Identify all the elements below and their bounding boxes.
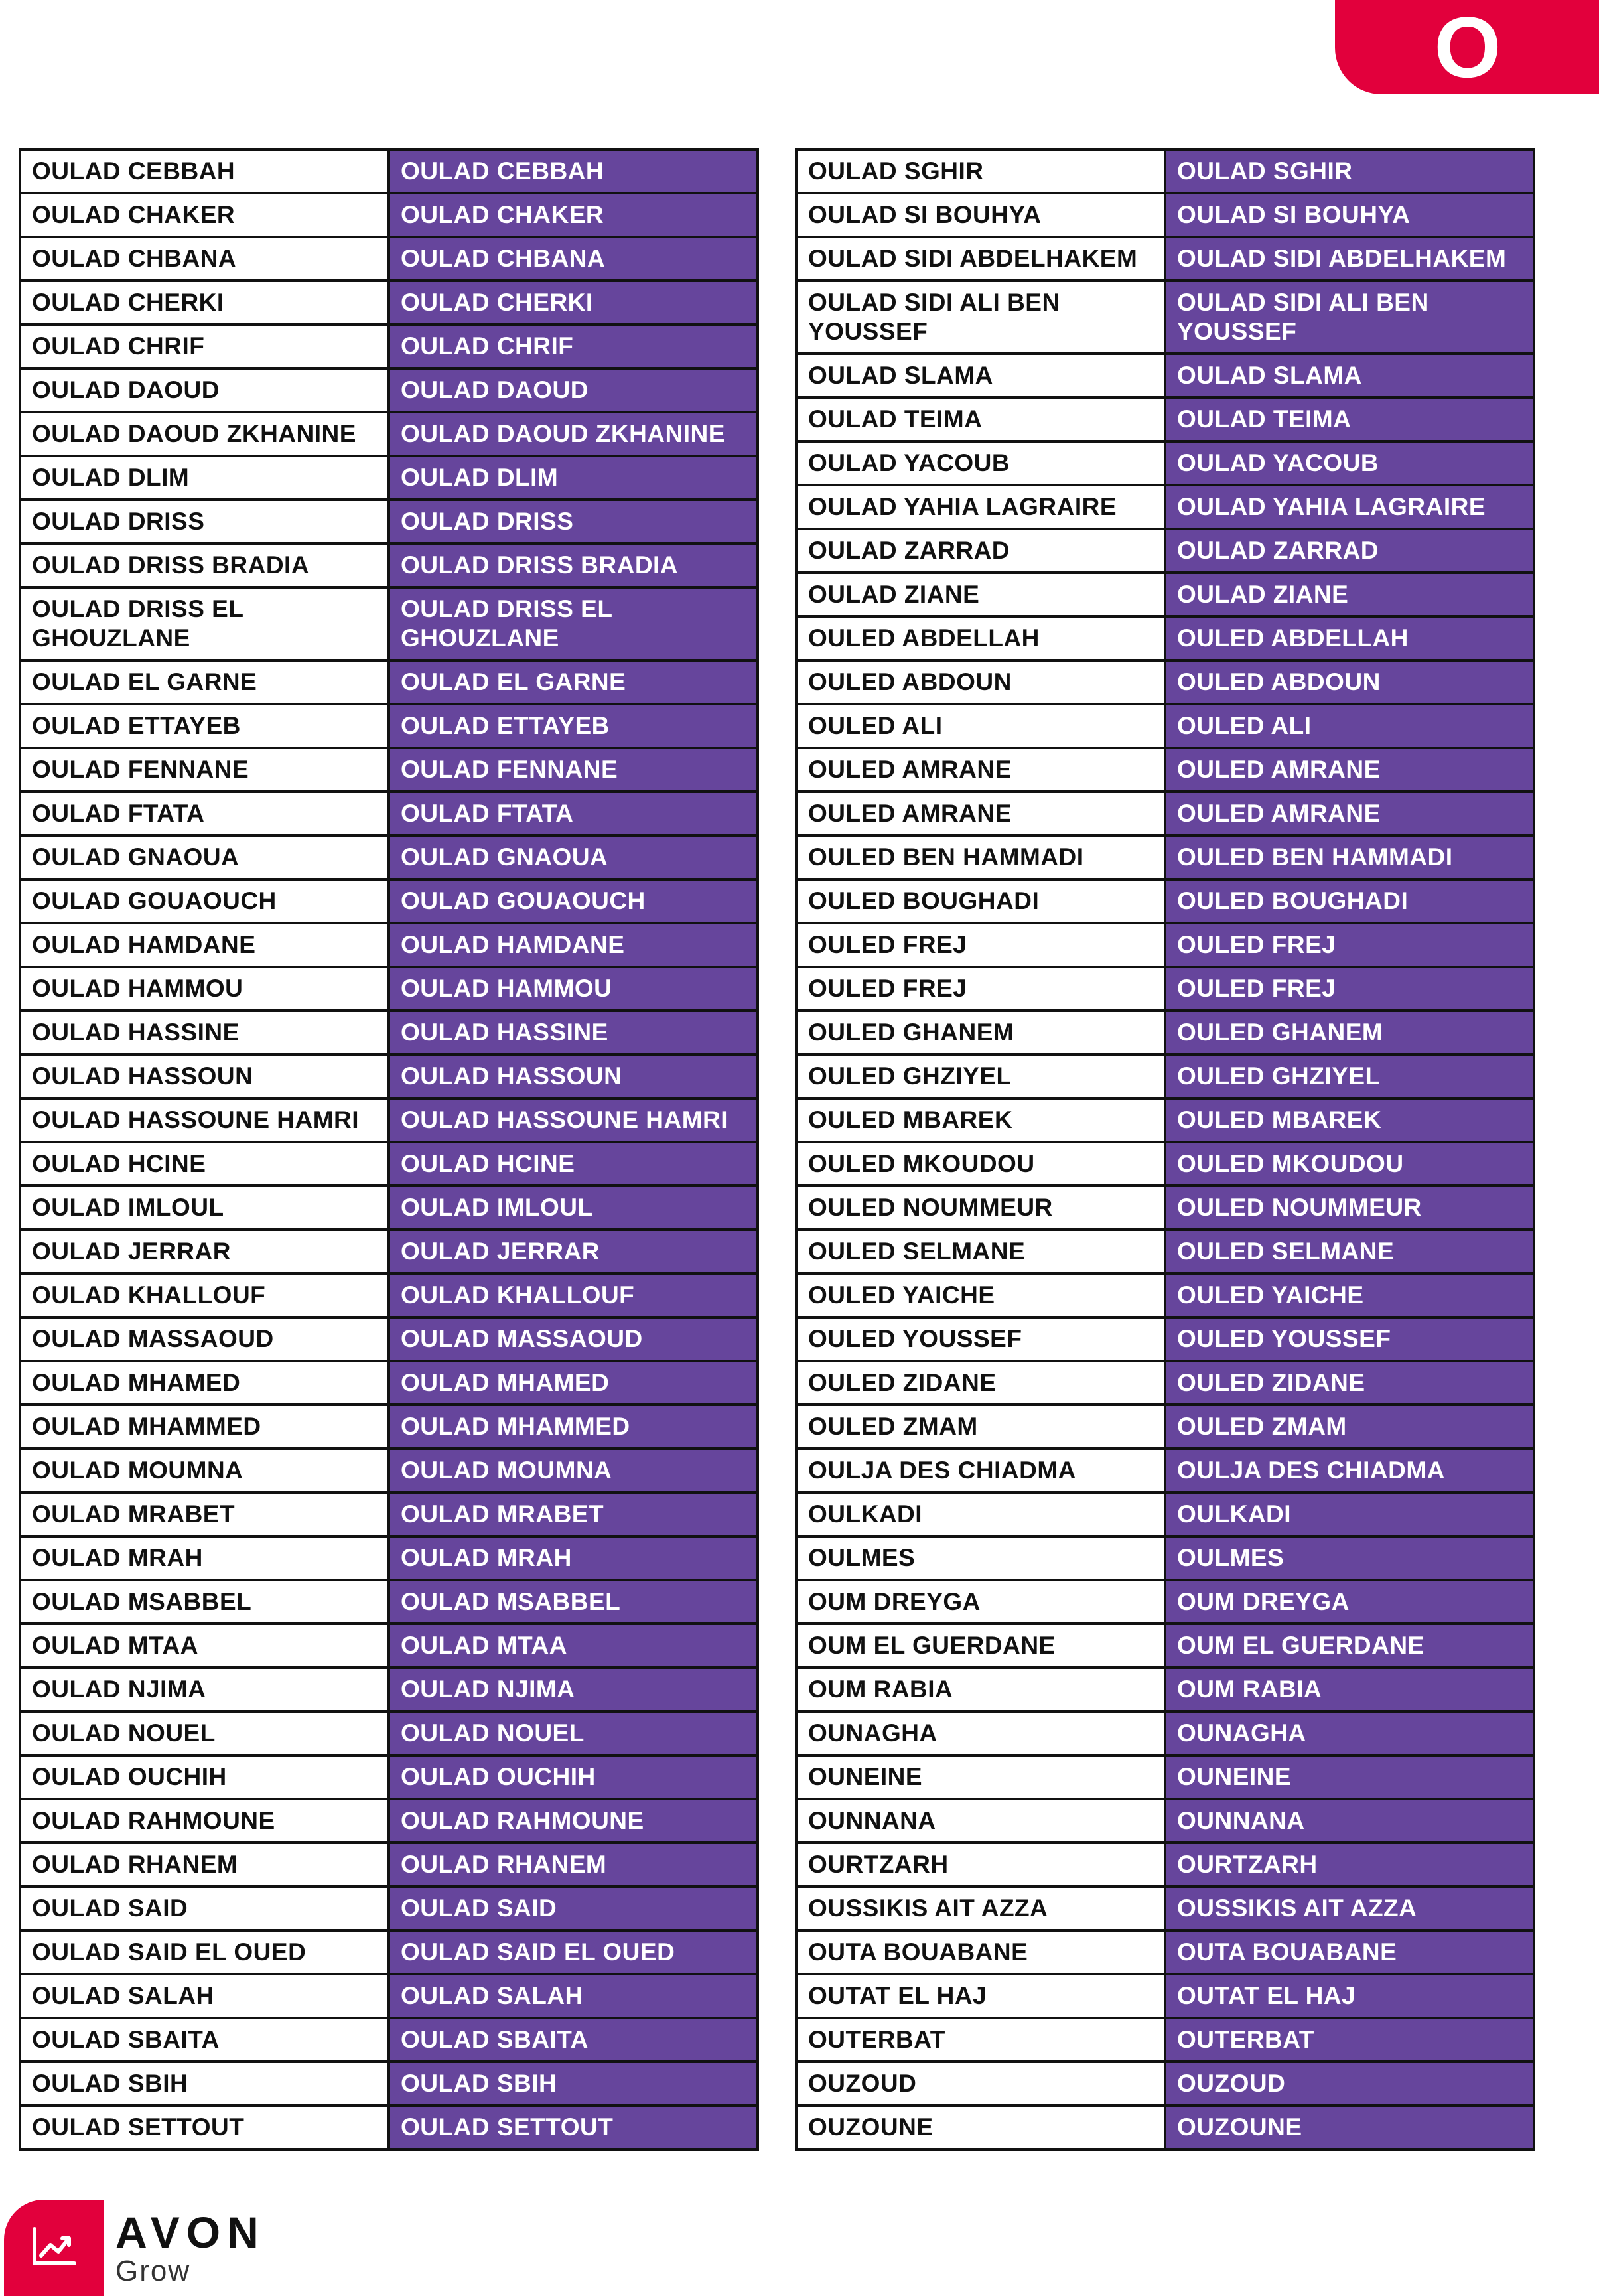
table-row [796, 1230, 1534, 1273]
city-name-cell: OULAD SAID EL OUED [20, 1930, 389, 1974]
city-name-cell: OULAD OUCHIH [20, 1755, 389, 1799]
city-name-highlight-cell: OULAD MTAA [389, 1624, 758, 1668]
table-row [796, 704, 1534, 748]
table-row [796, 792, 1534, 835]
table-row [796, 1843, 1534, 1887]
city-name-cell: OULKADI [796, 1492, 1165, 1536]
city-table-right [795, 148, 1535, 2151]
city-name-cell: OULED ABDELLAH [796, 616, 1165, 660]
city-name-cell: OUSSIKIS AIT AZZA [796, 1887, 1165, 1930]
city-name-cell: OULAD TEIMA [796, 397, 1165, 441]
section-letter-tab [1335, 0, 1599, 94]
city-name-highlight-cell: OULAD JERRAR [389, 1230, 758, 1273]
city-name-highlight-cell: OULAD HAMDANE [389, 923, 758, 967]
table-row [20, 587, 758, 660]
table-row [20, 1974, 758, 2018]
city-name-highlight-cell: OULAD MOUMNA [389, 1449, 758, 1492]
section-letter: O [1434, 0, 1501, 96]
city-name-cell: OULAD MRAH [20, 1536, 389, 1580]
table-row [20, 1317, 758, 1361]
city-name-highlight-cell: OULAD GNAOUA [389, 835, 758, 879]
city-name-highlight-cell: OUZOUD [1165, 2062, 1534, 2106]
city-name-cell: OULJA DES CHIADMA [796, 1449, 1165, 1492]
table-row [796, 354, 1534, 397]
city-name-highlight-cell: OURTZARH [1165, 1843, 1534, 1887]
city-name-highlight-cell: OUM RABIA [1165, 1668, 1534, 1711]
table-row [796, 660, 1534, 704]
table-row [20, 1098, 758, 1142]
city-name-highlight-cell: OULAD DRISS EL GHOUZLANE [389, 587, 758, 660]
city-name-highlight-cell: OULAD ZARRAD [1165, 529, 1534, 573]
table-row [20, 193, 758, 237]
city-name-cell: OULAD DRISS EL GHOUZLANE [20, 587, 389, 660]
table-row [20, 704, 758, 748]
city-name-cell: OULAD NJIMA [20, 1668, 389, 1711]
city-name-cell: OULED NOUMMEUR [796, 1186, 1165, 1230]
city-name-cell: OULAD MRABET [20, 1492, 389, 1536]
city-name-highlight-cell: OULAD DAOUD ZKHANINE [389, 412, 758, 456]
city-name-cell: OULAD ZIANE [796, 573, 1165, 616]
city-name-cell: OULAD HASSINE [20, 1011, 389, 1054]
city-name-highlight-cell: OULAD YACOUB [1165, 441, 1534, 485]
city-name-cell: OULAD SETTOUT [20, 2106, 389, 2149]
city-name-cell: OULAD MSABBEL [20, 1580, 389, 1624]
city-name-highlight-cell: OULAD TEIMA [1165, 397, 1534, 441]
city-name-cell: OULAD EL GARNE [20, 660, 389, 704]
city-name-cell: OULAD KHALLOUF [20, 1273, 389, 1317]
table-row [796, 2062, 1534, 2106]
table-row [20, 281, 758, 324]
city-name-cell: OULED FREJ [796, 967, 1165, 1011]
city-name-highlight-cell: OULAD ZIANE [1165, 573, 1534, 616]
city-name-cell: OULAD CHERKI [20, 281, 389, 324]
city-name-cell: OULAD DRISS BRADIA [20, 543, 389, 587]
city-name-cell: OUZOUD [796, 2062, 1165, 2106]
table-row [796, 1317, 1534, 1361]
city-name-cell: OULAD HASSOUN [20, 1054, 389, 1098]
table-row [20, 1011, 758, 1054]
city-name-cell: OULAD SLAMA [796, 354, 1165, 397]
city-name-highlight-cell: OULAD IMLOUL [389, 1186, 758, 1230]
table-row [20, 1273, 758, 1317]
city-name-highlight-cell: OUM EL GUERDANE [1165, 1624, 1534, 1668]
city-name-highlight-cell: OULED ABDOUN [1165, 660, 1534, 704]
city-name-highlight-cell: OULED AMRANE [1165, 748, 1534, 792]
city-name-cell: OULAD HAMMOU [20, 967, 389, 1011]
table-row [20, 1054, 758, 1098]
table-row [20, 324, 758, 368]
city-name-cell: OULAD RAHMOUNE [20, 1799, 389, 1843]
city-name-cell: OULAD JERRAR [20, 1230, 389, 1273]
city-name-highlight-cell: OULAD SAID [389, 1887, 758, 1930]
city-name-highlight-cell: OULED MKOUDOU [1165, 1142, 1534, 1186]
table-row [796, 1624, 1534, 1668]
city-name-cell: OULAD SALAH [20, 1974, 389, 2018]
city-name-highlight-cell: OULED YAICHE [1165, 1273, 1534, 1317]
table-row [796, 748, 1534, 792]
city-name-cell: OURTZARH [796, 1843, 1165, 1887]
city-name-highlight-cell: OULAD SBAITA [389, 2018, 758, 2062]
city-name-highlight-cell: OULED AMRANE [1165, 792, 1534, 835]
table-row [20, 412, 758, 456]
table-row [20, 456, 758, 500]
table-row [796, 237, 1534, 281]
table-row [20, 500, 758, 543]
table-row [796, 616, 1534, 660]
city-name-cell: OULAD SBIH [20, 2062, 389, 2106]
table-row [796, 281, 1534, 354]
city-table-left [19, 148, 759, 2151]
city-name-highlight-cell: OUZOUNE [1165, 2106, 1534, 2149]
table-row [20, 1930, 758, 1974]
city-name-cell: OUTAT EL HAJ [796, 1974, 1165, 2018]
brand-sub: Grow [115, 2255, 191, 2287]
city-name-highlight-cell: OULJA DES CHIADMA [1165, 1449, 1534, 1492]
city-name-highlight-cell: OULAD MRAH [389, 1536, 758, 1580]
city-name-highlight-cell: OULAD DRISS BRADIA [389, 543, 758, 587]
city-name-highlight-cell: OULAD CHAKER [389, 193, 758, 237]
table-row [796, 193, 1534, 237]
city-name-cell: OUZOUNE [796, 2106, 1165, 2149]
city-name-cell: OUM EL GUERDANE [796, 1624, 1165, 1668]
city-name-cell: OULAD SGHIR [796, 149, 1165, 193]
city-name-highlight-cell: OUM DREYGA [1165, 1580, 1534, 1624]
city-name-highlight-cell: OULAD SGHIR [1165, 149, 1534, 193]
table-row [796, 2018, 1534, 2062]
city-name-cell: OULAD SBAITA [20, 2018, 389, 2062]
city-name-highlight-cell: OULAD MASSAOUD [389, 1317, 758, 1361]
table-row [796, 397, 1534, 441]
table-row [796, 573, 1534, 616]
table-row [20, 149, 758, 193]
table-row [796, 1142, 1534, 1186]
city-name-highlight-cell: OULED ALI [1165, 704, 1534, 748]
city-name-cell: OULED FREJ [796, 923, 1165, 967]
city-name-highlight-cell: OULAD HASSINE [389, 1011, 758, 1054]
table-row [20, 1186, 758, 1230]
city-name-cell: OULAD NOUEL [20, 1711, 389, 1755]
table-row [796, 1799, 1534, 1843]
city-name-highlight-cell: OULED SELMANE [1165, 1230, 1534, 1273]
table-row [20, 1711, 758, 1755]
table-row [796, 1974, 1534, 2018]
city-name-highlight-cell: OULAD NJIMA [389, 1668, 758, 1711]
city-name-highlight-cell: OULKADI [1165, 1492, 1534, 1536]
table-row [796, 967, 1534, 1011]
city-name-cell: OULAD DAOUD [20, 368, 389, 412]
city-name-cell: OULED AMRANE [796, 748, 1165, 792]
brand-name: AVON [115, 2208, 265, 2257]
city-name-cell: OULAD MASSAOUD [20, 1317, 389, 1361]
table-row [20, 1536, 758, 1580]
table-row [796, 1711, 1534, 1755]
city-name-cell: OULAD ETTAYEB [20, 704, 389, 748]
city-name-cell: OULAD MHAMED [20, 1361, 389, 1405]
city-name-highlight-cell: OUNNANA [1165, 1799, 1534, 1843]
city-name-highlight-cell: OULED BEN HAMMADI [1165, 835, 1534, 879]
city-name-highlight-cell: OULAD CHBANA [389, 237, 758, 281]
city-name-highlight-cell: OULAD HAMMOU [389, 967, 758, 1011]
table-row [20, 1668, 758, 1711]
table-row [20, 748, 758, 792]
city-name-cell: OULED ABDOUN [796, 660, 1165, 704]
city-name-highlight-cell: OULAD KHALLOUF [389, 1273, 758, 1317]
city-name-highlight-cell: OULAD OUCHIH [389, 1755, 758, 1799]
city-name-highlight-cell: OULED FREJ [1165, 923, 1534, 967]
city-name-cell: OULED MBAREK [796, 1098, 1165, 1142]
city-name-cell: OULAD SI BOUHYA [796, 193, 1165, 237]
city-name-cell: OULED MKOUDOU [796, 1142, 1165, 1186]
city-name-highlight-cell: OULAD DLIM [389, 456, 758, 500]
city-name-highlight-cell: OULAD MHAMED [389, 1361, 758, 1405]
city-name-highlight-cell: OULAD SETTOUT [389, 2106, 758, 2149]
city-name-highlight-cell: OULAD HASSOUNE HAMRI [389, 1098, 758, 1142]
city-name-highlight-cell: OULAD SALAH [389, 1974, 758, 2018]
city-name-highlight-cell: OUTERBAT [1165, 2018, 1534, 2062]
city-name-cell: OUNAGHA [796, 1711, 1165, 1755]
city-name-highlight-cell: OUNEINE [1165, 1755, 1534, 1799]
table-row [20, 1492, 758, 1536]
city-name-cell: OULED ZMAM [796, 1405, 1165, 1449]
table-row [796, 1186, 1534, 1230]
city-name-highlight-cell: OULED ZMAM [1165, 1405, 1534, 1449]
table-row [20, 792, 758, 835]
table-row [796, 1098, 1534, 1142]
city-name-cell: OULAD SIDI ABDELHAKEM [796, 237, 1165, 281]
city-name-highlight-cell: OULAD SI BOUHYA [1165, 193, 1534, 237]
city-name-highlight-cell: OULAD CHERKI [389, 281, 758, 324]
city-name-highlight-cell: OULED GHANEM [1165, 1011, 1534, 1054]
city-name-cell: OUM DREYGA [796, 1580, 1165, 1624]
table-row [20, 1887, 758, 1930]
table-row [20, 2018, 758, 2062]
city-name-cell: OULAD IMLOUL [20, 1186, 389, 1230]
city-name-highlight-cell: OULAD CHRIF [389, 324, 758, 368]
city-name-highlight-cell: OULAD DAOUD [389, 368, 758, 412]
city-name-cell: OULAD YAHIA LAGRAIRE [796, 485, 1165, 529]
table-row [796, 1887, 1534, 1930]
city-name-cell: OULAD MOUMNA [20, 1449, 389, 1492]
city-name-highlight-cell: OULED NOUMMEUR [1165, 1186, 1534, 1230]
table-row [20, 1843, 758, 1887]
table-row [20, 2062, 758, 2106]
city-name-highlight-cell: OULAD SBIH [389, 2062, 758, 2106]
table-row [796, 1580, 1534, 1624]
city-name-cell: OULED BEN HAMMADI [796, 835, 1165, 879]
city-name-cell: OULAD HCINE [20, 1142, 389, 1186]
city-name-cell: OULAD ZARRAD [796, 529, 1165, 573]
table-row [20, 1799, 758, 1843]
city-name-highlight-cell: OULED FREJ [1165, 967, 1534, 1011]
table-row [796, 149, 1534, 193]
city-name-highlight-cell: OULAD CEBBAH [389, 149, 758, 193]
table-row [796, 485, 1534, 529]
city-name-highlight-cell: OULAD FENNANE [389, 748, 758, 792]
city-name-cell: OULAD RHANEM [20, 1843, 389, 1887]
city-name-highlight-cell: OUSSIKIS AIT AZZA [1165, 1887, 1534, 1930]
city-name-cell: OULAD SAID [20, 1887, 389, 1930]
table-row [796, 1449, 1534, 1492]
city-name-highlight-cell: OULMES [1165, 1536, 1534, 1580]
city-name-cell: OULAD SIDI ALI BEN YOUSSEF [796, 281, 1165, 354]
city-name-highlight-cell: OULAD HCINE [389, 1142, 758, 1186]
city-name-cell: OULED BOUGHADI [796, 879, 1165, 923]
table-row [796, 1273, 1534, 1317]
city-name-highlight-cell: OULAD GOUAOUCH [389, 879, 758, 923]
table-row [796, 1492, 1534, 1536]
table-row [20, 835, 758, 879]
table-row [20, 1580, 758, 1624]
city-name-highlight-cell: OULAD DRISS [389, 500, 758, 543]
growth-chart-icon [31, 2225, 78, 2269]
city-name-highlight-cell: OULAD MHAMMED [389, 1405, 758, 1449]
city-name-cell: OULAD MTAA [20, 1624, 389, 1668]
table-row [20, 923, 758, 967]
table-row [20, 967, 758, 1011]
city-name-cell: OULAD CHRIF [20, 324, 389, 368]
city-name-highlight-cell: OUNAGHA [1165, 1711, 1534, 1755]
city-name-cell: OULED GHZIYEL [796, 1054, 1165, 1098]
city-name-highlight-cell: OULAD HASSOUN [389, 1054, 758, 1098]
table-row [20, 1449, 758, 1492]
city-name-cell: OULED YOUSSEF [796, 1317, 1165, 1361]
city-name-highlight-cell: OULED MBAREK [1165, 1098, 1534, 1142]
avon-logo [4, 2200, 104, 2296]
city-name-highlight-cell: OULED ABDELLAH [1165, 616, 1534, 660]
city-name-highlight-cell: OULAD SAID EL OUED [389, 1930, 758, 1974]
city-name-highlight-cell: OULED GHZIYEL [1165, 1054, 1534, 1098]
table-row [796, 1405, 1534, 1449]
table-row [20, 2106, 758, 2149]
table-row [796, 835, 1534, 879]
table-row [20, 879, 758, 923]
city-name-cell: OULAD FENNANE [20, 748, 389, 792]
table-row [20, 1361, 758, 1405]
city-name-highlight-cell: OULED ZIDANE [1165, 1361, 1534, 1405]
city-name-cell: OULAD DRISS [20, 500, 389, 543]
city-name-highlight-cell: OULAD MSABBEL [389, 1580, 758, 1624]
city-name-highlight-cell: OULAD ETTAYEB [389, 704, 758, 748]
city-name-highlight-cell: OULAD FTATA [389, 792, 758, 835]
city-name-cell: OULED GHANEM [796, 1011, 1165, 1054]
city-name-highlight-cell: OULAD MRABET [389, 1492, 758, 1536]
city-name-highlight-cell: OULAD RHANEM [389, 1843, 758, 1887]
city-name-cell: OULAD HASSOUNE HAMRI [20, 1098, 389, 1142]
city-name-cell: OULAD MHAMMED [20, 1405, 389, 1449]
city-name-cell: OULAD CHBANA [20, 237, 389, 281]
city-name-cell: OULAD FTATA [20, 792, 389, 835]
table-row [20, 1755, 758, 1799]
city-name-cell: OULED AMRANE [796, 792, 1165, 835]
city-name-highlight-cell: OUTAT EL HAJ [1165, 1974, 1534, 2018]
table-row [20, 543, 758, 587]
table-row [20, 1142, 758, 1186]
table-row [20, 1405, 758, 1449]
table-row [796, 1011, 1534, 1054]
city-name-cell: OUNNANA [796, 1799, 1165, 1843]
table-row [796, 1361, 1534, 1405]
city-name-cell: OULED ALI [796, 704, 1165, 748]
city-name-cell: OULAD CHAKER [20, 193, 389, 237]
city-name-cell: OULAD GOUAOUCH [20, 879, 389, 923]
table-row [20, 660, 758, 704]
table-row [796, 1536, 1534, 1580]
city-name-highlight-cell: OULAD NOUEL [389, 1711, 758, 1755]
city-name-cell: OUTERBAT [796, 2018, 1165, 2062]
table-row [20, 368, 758, 412]
city-name-cell: OULAD CEBBAH [20, 149, 389, 193]
table-row [796, 923, 1534, 967]
city-name-highlight-cell: OUTA BOUABANE [1165, 1930, 1534, 1974]
city-name-cell: OULMES [796, 1536, 1165, 1580]
city-name-cell: OULED ZIDANE [796, 1361, 1165, 1405]
city-name-cell: OULED YAICHE [796, 1273, 1165, 1317]
table-row [796, 1054, 1534, 1098]
city-name-highlight-cell: OULAD SIDI ABDELHAKEM [1165, 237, 1534, 281]
city-name-cell: OULAD YACOUB [796, 441, 1165, 485]
table-row [796, 529, 1534, 573]
city-name-cell: OULAD HAMDANE [20, 923, 389, 967]
table-row [20, 1230, 758, 1273]
table-row [20, 1624, 758, 1668]
city-name-cell: OULED SELMANE [796, 1230, 1165, 1273]
city-name-cell: OUM RABIA [796, 1668, 1165, 1711]
city-name-highlight-cell: OULED YOUSSEF [1165, 1317, 1534, 1361]
table-row [796, 879, 1534, 923]
city-name-highlight-cell: OULAD RAHMOUNE [389, 1799, 758, 1843]
city-name-cell: OUNEINE [796, 1755, 1165, 1799]
city-name-highlight-cell: OULED BOUGHADI [1165, 879, 1534, 923]
city-name-cell: OULAD DAOUD ZKHANINE [20, 412, 389, 456]
city-name-cell: OULAD DLIM [20, 456, 389, 500]
city-name-cell: OULAD GNAOUA [20, 835, 389, 879]
city-name-highlight-cell: OULAD EL GARNE [389, 660, 758, 704]
table-row [796, 1668, 1534, 1711]
city-name-highlight-cell: OULAD YAHIA LAGRAIRE [1165, 485, 1534, 529]
table-row [796, 1755, 1534, 1799]
table-row [796, 1930, 1534, 1974]
city-name-highlight-cell: OULAD SIDI ALI BEN YOUSSEF [1165, 281, 1534, 354]
table-row [796, 2106, 1534, 2149]
table-row [796, 441, 1534, 485]
city-name-cell: OUTA BOUABANE [796, 1930, 1165, 1974]
city-name-highlight-cell: OULAD SLAMA [1165, 354, 1534, 397]
table-row [20, 237, 758, 281]
